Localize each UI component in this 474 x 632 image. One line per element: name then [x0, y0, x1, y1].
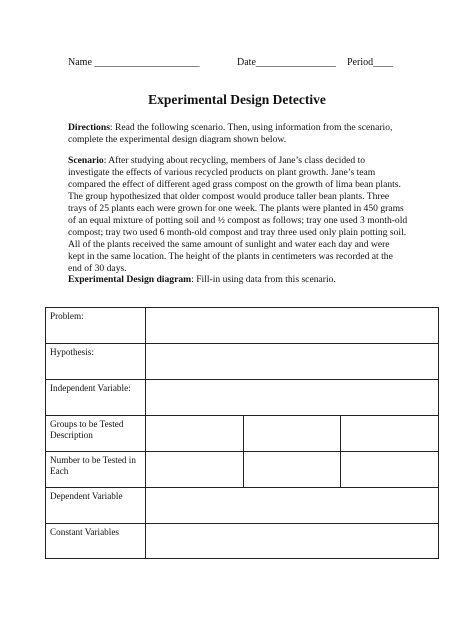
- row-label-hypothesis: Hypothesis:: [46, 344, 146, 380]
- row-label-problem: Problem:: [46, 308, 146, 344]
- date-field-label: Date________________: [237, 57, 336, 68]
- diagram-text: : Fill-in using data from this scenario.: [191, 274, 336, 285]
- row-label-dependent-variable: Dependent Variable: [46, 488, 146, 524]
- answer-cell-independent-variable[interactable]: [146, 380, 439, 416]
- directions-text: : Read the following scenario. Then, using information from the scenario, complete the experimental design diagram shown below.: [68, 122, 393, 145]
- answer-cell-groups-2[interactable]: [244, 416, 341, 452]
- period-field-label: Period____: [347, 57, 394, 68]
- directions-paragraph: [68, 122, 408, 146]
- answer-cell-dependent-variable[interactable]: [146, 488, 439, 524]
- diagram-label: Experimental Design diagram: [68, 274, 192, 285]
- table-row-independent-variable: [46, 380, 439, 416]
- answer-cell-problem[interactable]: [146, 308, 439, 344]
- table-row-hypothesis: [46, 344, 439, 380]
- table-row-number-tested: [46, 452, 439, 488]
- row-label-independent-variable: Independent Variable:: [46, 380, 146, 416]
- answer-cell-number-2[interactable]: [244, 452, 341, 488]
- answer-cell-hypothesis[interactable]: [146, 344, 439, 380]
- student-info-line: [0, 57, 474, 71]
- directions-label: Directions: [68, 122, 110, 133]
- row-label-groups: Groups to be Tested Description: [46, 416, 146, 452]
- experimental-design-table: [45, 307, 439, 559]
- table-row-constant-variables: [46, 524, 439, 559]
- name-field-label: Name _____________________: [68, 57, 200, 68]
- answer-cell-groups-1[interactable]: [146, 416, 244, 452]
- row-label-constant-variables: Constant Variables: [46, 524, 146, 559]
- answer-cell-groups-3[interactable]: [341, 416, 439, 452]
- table-row-dependent-variable: [46, 488, 439, 524]
- answer-cell-number-1[interactable]: [146, 452, 244, 488]
- answer-cell-constant-variables[interactable]: [146, 524, 439, 559]
- scenario-label: Scenario: [68, 155, 104, 166]
- answer-cell-number-3[interactable]: [341, 452, 439, 488]
- table-row-problem: [46, 308, 439, 344]
- scenario-paragraph: [68, 155, 408, 275]
- diagram-instructions: [68, 274, 408, 286]
- row-label-number-tested: Number to be Tested in Each: [46, 452, 146, 488]
- worksheet-title: Experimental Design Detective: [148, 92, 326, 107]
- table-row-groups: [46, 416, 439, 452]
- scenario-text: : After studying about recycling, members of Jane’s class decided to investigate the effects of various recycled products on plant growth. Jane’s team compared the effect of different aged grass compost on the growth of lima bean plants. The group hypothesized that older compost would produce taller bean plants. Three trays of 25 plants each were grown for one week. The plants were planted in 450 grams of an equal mixture of potting soil and ½ compost as follows; tray one used 3 month-old compost; tray two used 6 month-old compost and tray three used only plain potting soil. All of the plants received the same amount of sunlight and water each day and were kept in the same location. The height of the plants in centimeters was recorded at the end of 30 days.: [68, 155, 408, 274]
